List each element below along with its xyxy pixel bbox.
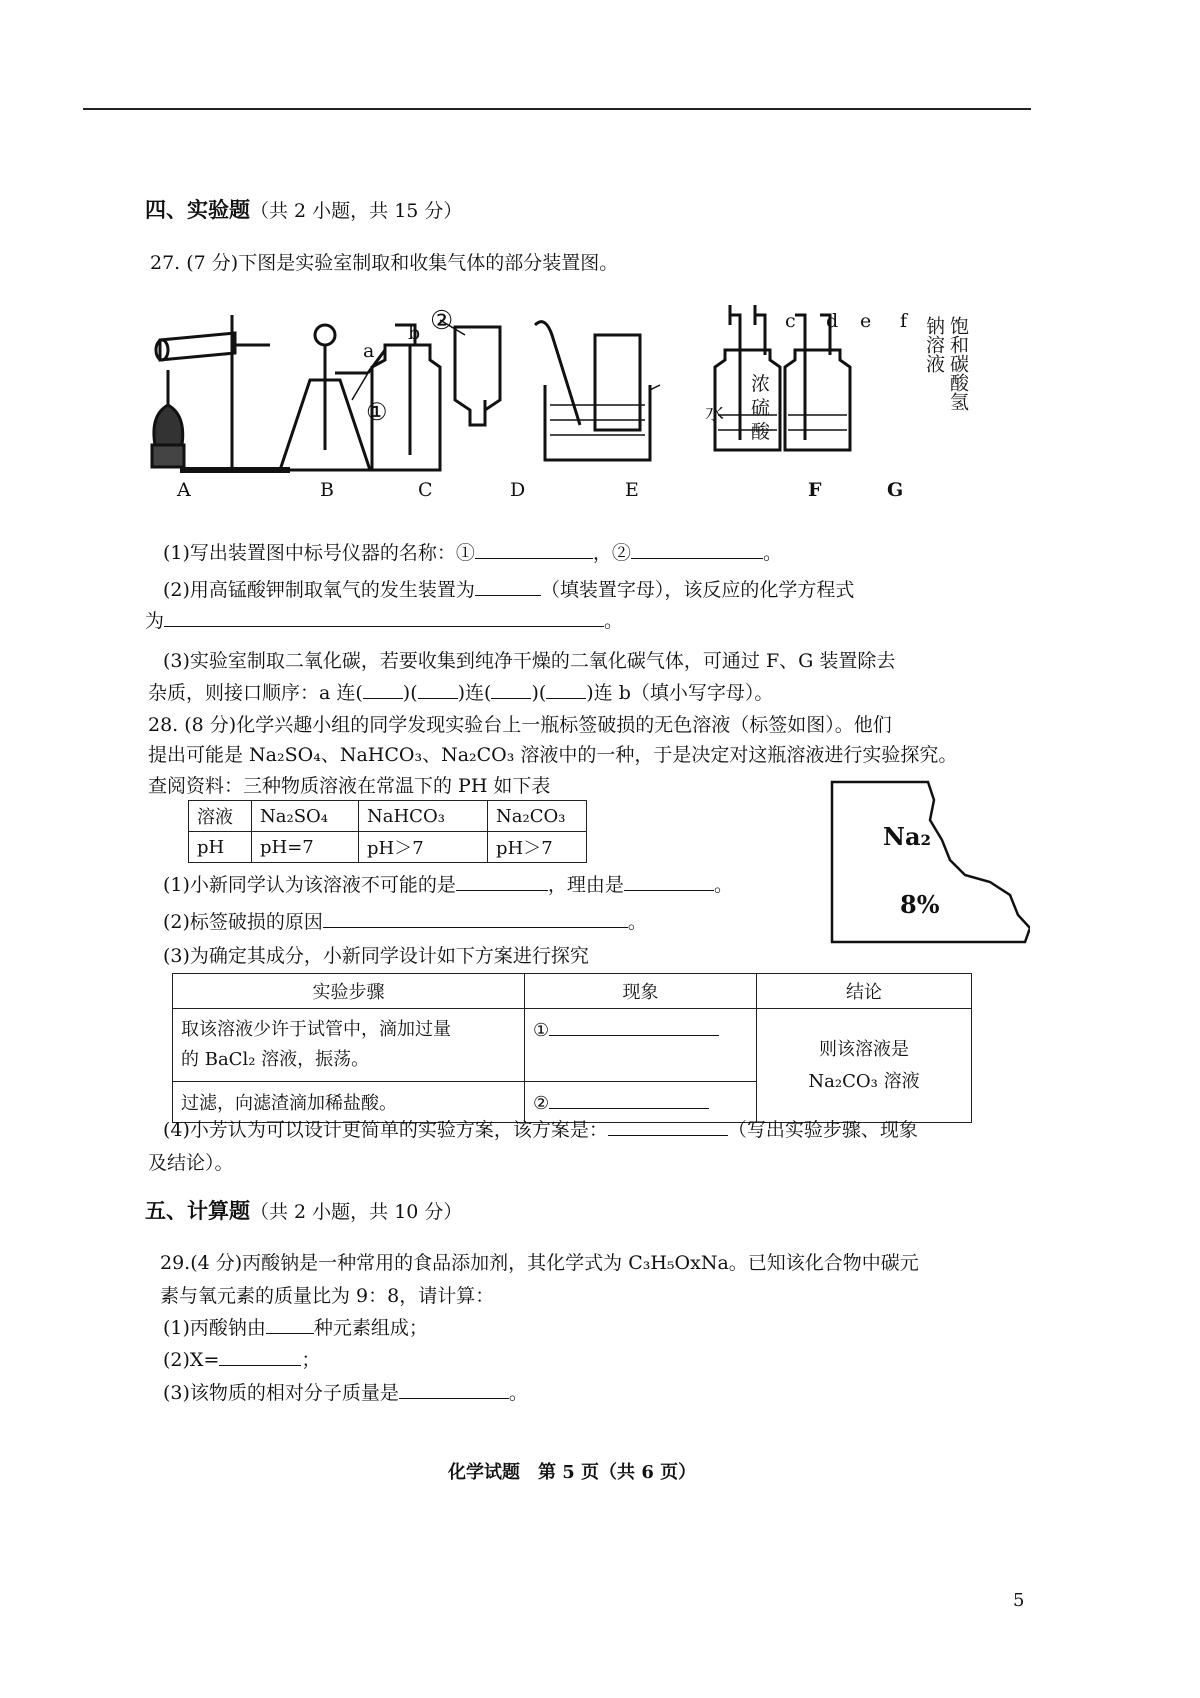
label-B: B [320,479,334,501]
section4-heading: 四、实验题（共 2 小题，共 15 分） [145,197,463,222]
q27-part3-order: 杂质，则接口顺序：a 连( )( )连( )( )连 b（填小写字母）。 [148,682,774,704]
torn-label [830,780,1030,945]
apparatus-A [152,315,290,470]
q29-part2: (2)X= ； [163,1349,321,1371]
ph-table [188,800,587,863]
mark-f: f [900,310,908,332]
mark-circle-1: ① [366,398,388,426]
label-formula: Na₂ [883,822,931,851]
ph-cell: NaHCO₃ [359,801,488,832]
table-row [173,974,972,1009]
q27-part2: (2)用高锰酸钾制取氧气的发生装置为 （填装置字母），该反应的化学方程式 [163,579,855,601]
q29-stem2: 素与氧元素的质量比为 9：8，请计算： [160,1285,495,1307]
table-row [173,1009,972,1082]
label-C: C [418,479,433,501]
label-percent: 8% [900,890,940,919]
apparatus-diagram [140,305,1040,505]
q27-stem: 27. (7 分)下图是实验室制取和收集气体的部分装置图。 [150,252,619,274]
page-footer: 化学试题 第 5 页（共 6 页） [448,1462,697,1483]
ph-cell: pH=7 [252,832,359,863]
mark-b: b [408,322,421,344]
mark-circle-2: ② [430,306,454,336]
q29-stem1: 29.(4 分)丙酸钠是一种常用的食品添加剂，其化学式为 C₃H₅OxNa。已知该化合物中碳元 [160,1252,919,1274]
q27-part3: (3)实验室制取二氧化碳，若要收集到纯净干燥的二氧化碳气体，可通过 F、G 装置除去 [163,650,896,672]
q28-stem1: 28. (8 分)化学兴趣小组的同学发现实验台上一瓶标签破损的无色溶液（标签如图）。他们 [148,714,892,736]
apparatus-E [535,322,660,460]
q29-part3: (3)该物质的相对分子质量是 。 [163,1382,528,1404]
label-F: F [808,479,822,501]
mark-e: e [860,310,872,332]
top-rule [83,108,1031,110]
ph-cell: Na₂CO₃ [488,801,587,832]
q28-stem2: 提出可能是 Na₂SO₄、NaHCO₃、Na₂CO₃ 溶液中的一种，于是决定对这瓶溶液进行实验探究。 [148,744,958,766]
section5-heading: 五、计算题（共 2 小题，共 10 分） [145,1198,463,1223]
q28-part2: (2)标签破损的原因 。 [163,911,647,933]
step-2: 过滤，向滤渣滴加稀盐酸。 [173,1082,525,1123]
step-1: 取该溶液少许于试管中，滴加过量 的 BaCl₂ 溶液，振荡。 [173,1009,525,1082]
label-D: D [510,479,526,501]
q27-part2-eq: 为 。 [145,610,624,632]
q28-ref: 查阅资料：三种物质溶液在常温下的 PH 如下表 [148,775,551,797]
mark-a: a [363,340,375,362]
label-G: G [887,479,904,501]
header-conclusion: 结论 [757,974,972,1009]
ph-cell: pH＞7 [488,832,587,863]
ph-cell: Na₂SO₄ [252,801,359,832]
ph-cell: 溶液 [189,801,252,832]
q29-part1: (1)丙酸钠由 种元素组成； [163,1317,428,1339]
ph-table-row [189,832,587,863]
experiment-table [172,973,972,1123]
mark-c: c [785,310,796,332]
label-water: 水 [705,402,725,424]
ph-table-row [189,801,587,832]
conclusion: 则该溶液是 Na₂CO₃ 溶液 [757,1009,972,1123]
mark-d: d [826,310,839,332]
q28-part4: (4)小芳认为可以设计更简单的实验方案，该方案是： （写出实验步骤、现象 [163,1119,918,1141]
phenomenon-2: ② [525,1082,757,1123]
q28-part3: (3)为确定其成分，小新同学设计如下方案进行探究 [163,945,589,967]
label-E: E [625,479,639,501]
q28-part4-cont: 及结论）。 [148,1152,234,1174]
phenomenon-1: ① [525,1009,757,1082]
label-A: A [177,479,191,501]
page-number: 5 [1013,1590,1025,1611]
header-step: 实验步骤 [173,974,525,1009]
header-phenomenon: 现象 [525,974,757,1009]
q28-part1: (1)小新同学认为该溶液不可能的是 ，理由是 。 [163,874,733,896]
q27-part1: (1)写出装置图中标号仪器的名称：① ，② 。 [163,542,782,564]
label-bicarbonate: 饱和碳酸氢钠溶液 [923,316,969,411]
ph-cell: pH [189,832,252,863]
label-conc-acid: 浓硫酸 [751,373,771,443]
ph-cell: pH＞7 [359,832,488,863]
apparatus-G [785,315,850,450]
